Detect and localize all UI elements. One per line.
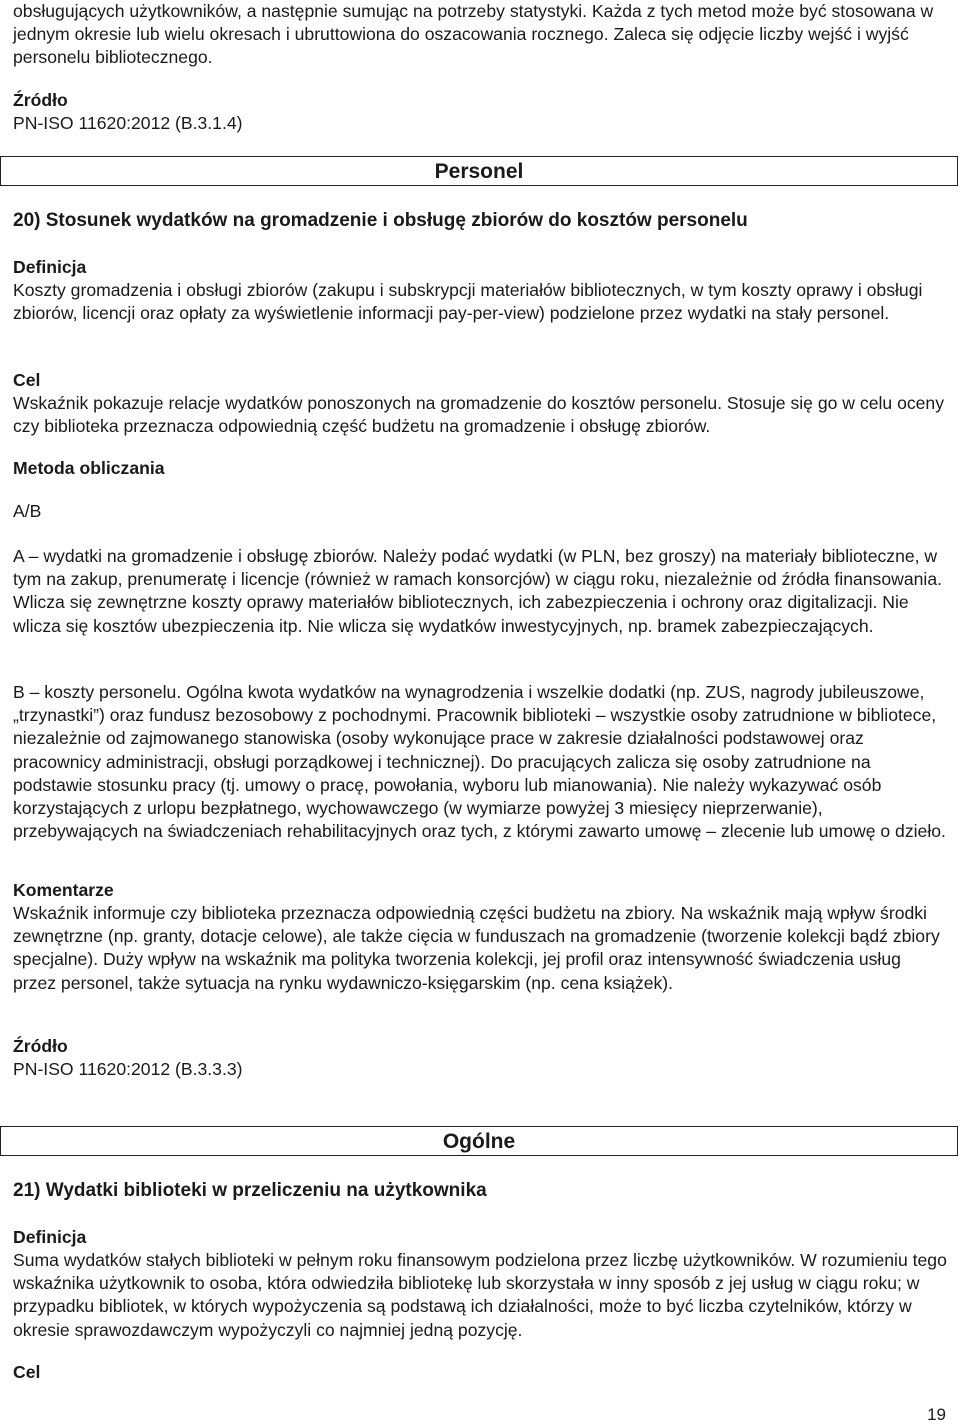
definition-label: Definicja: [13, 257, 87, 277]
formula: A/B: [13, 501, 42, 521]
section-banner-personel: Personel: [0, 156, 958, 186]
source-label: Źródło: [13, 90, 68, 110]
indicator-title: 21) Wydatki biblioteki w przeliczeniu na użytkownika: [13, 1180, 487, 1201]
comments-text: Wskaźnik informuje czy biblioteka przeznacza odpowiednią części budżetu na zbiory. Na wskaźnik mają wpływ środki zewnętrzne (np. granty, dotacje celowe), ale także cięcia w funduszach na gromadzenie (tworzenie kolekcji bądź zbiory specjalne). Duży wpływ na wskaźnik ma polityka tworzenia kolekcji, jej profil oraz intensywność świadczenia usług przez personel, także sytuacja na rynku wydawniczo-księgarskim (np. cena książek).: [13, 903, 940, 993]
definition-text: Suma wydatków stałych biblioteki w pełnym roku finansowym podzielona przez liczbę użytkowników. W rozumieniu tego wskaźnika użytkownik to osoba, która odwiedziła bibliotekę lub skorzystała w inny sposób z jej usług w ciągu roku; w przypadku bibliotek, w których wypożyczenia są podstawą ich działalności, może to być liczba czytelników, którzy w okresie sprawozdawczym wypożyczyli co najmniej jedną pozycję.: [13, 1250, 947, 1340]
goal-label: Cel: [13, 370, 41, 390]
source-text: PN-ISO 11620:2012 (B.3.1.4): [13, 113, 243, 133]
source-text: PN-ISO 11620:2012 (B.3.3.3): [13, 1059, 243, 1079]
source-label: Źródło: [13, 1036, 68, 1056]
goal-label: Cel: [13, 1362, 41, 1382]
method-label: Metoda obliczania: [13, 458, 165, 478]
comments-label: Komentarze: [13, 880, 114, 900]
b-definition: B – koszty personelu. Ogólna kwota wydatków na wynagrodzenia i wszelkie dodatki (np. ZUS, nagrody jubileuszowe, „trzynastki”) oraz fundusz bezosobowy z pochodnymi. Pracownik biblioteki – wszystkie osoby zatrudnione w bibliotece, niezależnie od zajmowanego stanowiska (osoby wykonujące prace w zakresie działalności podstawowej oraz pracownicy administracji, obsługi porządkowej i technicznej). Do pracujących zalicza się osoby zatrudnione na podstawie stosunku pracy (tj. umowy o pracę, powołania, wyboru lub mianowania). Nie należy wykazywać osób korzystających z urlopu bezpłatnego, wychowawczego (w wymiarze powyżej 3 miesięcy nieprzerwanie), przebywających na świadczeniach rehabilitacyjnych oraz tych, z którymi zawarto umowę – zlecenie lub umowę o dzieło.: [13, 682, 946, 842]
page-number: 19: [927, 1405, 946, 1424]
section-banner-ogolne: Ogólne: [0, 1126, 958, 1156]
goal-text: Wskaźnik pokazuje relacje wydatków ponoszonych na gromadzenie do kosztów personelu. Stosuje się go w celu oceny czy biblioteka przeznacza odpowiednią część budżetu na gromadzenie i obsługę zbiorów.: [13, 393, 945, 437]
definition-label: Definicja: [13, 1227, 87, 1247]
indicator-title: 20) Stosunek wydatków na gromadzenie i obsługę zbiorów do kosztów personelu: [13, 210, 748, 231]
a-definition: A – wydatki na gromadzenie i obsługę zbiorów. Należy podać wydatki (w PLN, bez groszy) na materiały biblioteczne, w tym na zakup, prenumeratę i licencje (również w ramach konsorcjów) w ciągu roku, niezależnie od źródła finansowania. Wlicza się zewnętrzne koszty oprawy materiałów bibliotecznych, ich zabezpieczenia i ochrony oraz digitalizacji. Nie wlicza się kosztów ubezpieczenia itp. Nie wlicza się wydatków inwestycyjnych, np. bramek zabezpieczających.: [13, 546, 942, 636]
top-paragraph: obsługujących użytkowników, a następnie sumując na potrzeby statystyki. Każda z tych metod może być stosowana w jednym okresie lub wielu okresach i ubruttowiona do oszacowania rocznego. Zaleca się odjęcie liczby wejść i wyjść personelu bibliotecznego.: [13, 1, 934, 68]
definition-text: Koszty gromadzenia i obsługi zbiorów (zakupu i subskrypcji materiałów bibliotecznych, w tym koszty oprawy i obsługi zbiorów, licencji oraz opłaty za wyświetlenie informacji pay-per-view) podzielone przez wydatki na stały personel.: [13, 280, 923, 324]
